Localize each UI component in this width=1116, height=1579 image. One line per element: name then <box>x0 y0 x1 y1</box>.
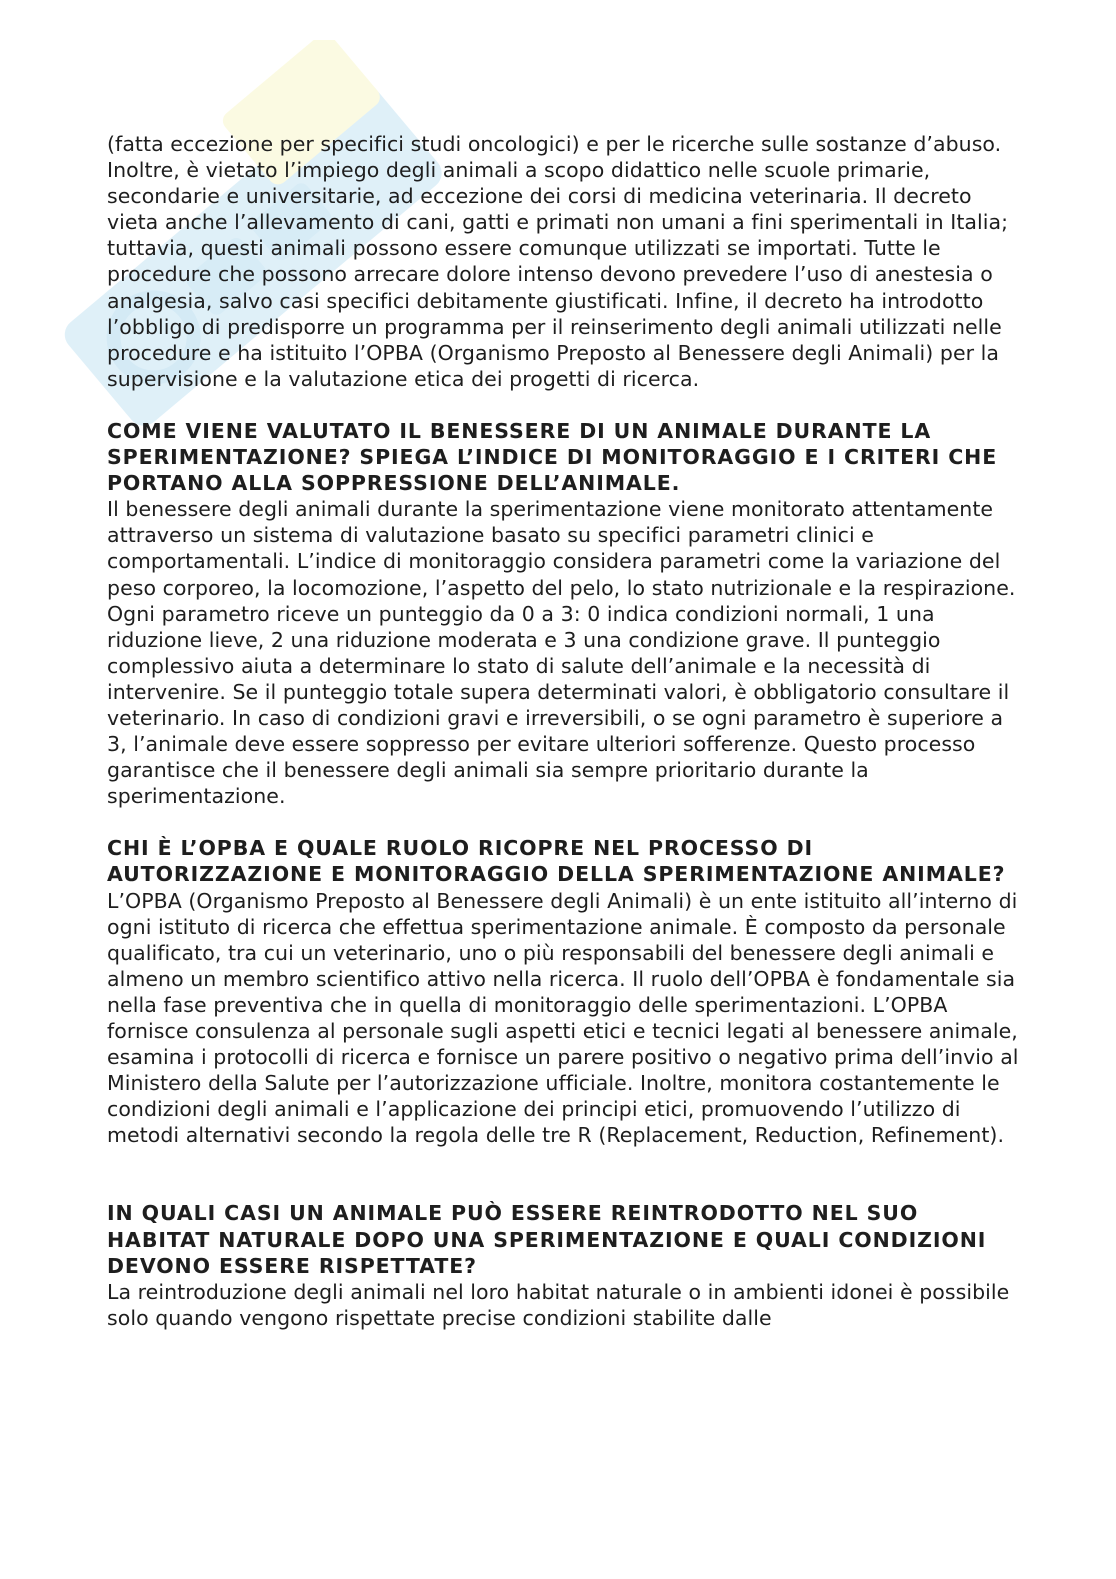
paragraph-reintroduction: La reintroduzione degli animali nel loro habitat naturale o in ambienti idonei è possibile solo quando vengono rispettate precise condizioni stabilite dalle <box>107 1279 1010 1330</box>
heading-reintroduction: IN QUALI CASI UN ANIMALE PUÒ ESSERE REINTRODOTTO NEL SUO HABITAT NATURALE DOPO UNA SPERIMENTAZIONE E QUALI CONDIZIONI DEVONO ESSERE RISPETTATE? <box>107 1201 987 1278</box>
paragraph-opba: L’OPBA (Organismo Preposto al Benessere degli Animali) è un ente istituito all’interno di ogni istituto di ricerca che effettua sperimentazione animale. È composto da personale qualificato, tra cui un veterinario, uno o più responsabili del benessere degli animali e almeno un membro scientifico attivo nella ricerca. Il ruolo dell’OPBA è fondamentale sia nella fase preventiva che in quella di monitoraggio delle sperimentazioni. L’OPBA fornisce consulenza al personale sugli aspetti etici e tecnici legati al benessere animale, esamina i protocolli di ricerca e fornisce un parere positivo o negativo prima dell’invio al Ministero della Salute per l’autorizzazione ufficiale. Inoltre, monitora costantemente le condizioni degli animali e l’applicazione dei principi etici, promuovendo l’utilizzo di metodi alternativi secondo la regola delle tre R (Replacement, Reduction, Refinement). <box>107 888 1019 1148</box>
heading-animal-welfare: COME VIENE VALUTATO IL BENESSERE DI UN ANIMALE DURANTE LA SPERIMENTAZIONE? SPIEGA L’INDICE DI MONITORAGGIO E I CRITERI CHE PORTANO ALLA SOPPRESSIONE DELL’ANIMALE. <box>107 418 998 496</box>
paragraph-monitoring-index: Il benessere degli animali durante la sperimentazione viene monitorato attentamente attraverso un sistema di valutazione basato su specifici parametri clinici e comportamentali. L’indice di monitoraggio considera parametri come la variazione del peso corporeo, la locomozione, l’aspetto del pelo, lo stato nutrizionale e la respirazione. Ogni parametro riceve un punteggio da 0 a 3: 0 indica condizioni normali, 1 una riduzione lieve, 2 una riduzione moderata e 3 una condizione grave. Il punteggio complessivo aiuta a determinare lo stato di salute dell’animale e la necessità di intervenire. Se il punteggio totale supera determinati valori, è obbligatorio consultare il veterinario. In caso di condizioni gravi e irreversibili, o se ogni parametro è superiore a 3, l’animale deve essere soppresso per evitare ulteriori sofferenze. Questo processo garantisce che il benessere degli animali sia sempre prioritario durante la sperimentazione. <box>107 497 1016 809</box>
document-page <box>107 131 1019 1331</box>
heading-opba: CHI È L’OPBA E QUALE RUOLO RICOPRE NEL PROCESSO DI AUTORIZZAZIONE E MONITORAGGIO DELLA SPERIMENTAZIONE ANIMALE? <box>107 836 1006 887</box>
paragraph-decree: (fatta eccezione per specifici studi oncologici) e per le ricerche sulle sostanze d’abuso. Inoltre, è vietato l’impiego degli animali a scopo didattico nelle scuole primarie, secondarie e universitarie, ad eccezione dei corsi di medicina veterinaria. Il decreto vieta anche l’allevamento di cani, gatti e primati non umani a fini sperimentali in Italia; tuttavia, questi animali possono essere comunque utilizzati se importati. Tutte le procedure che possono arrecare dolore intenso devono prevedere l’uso di anestesia o analgesia, salvo casi specifici debitamente giustificati. Infine, il decreto ha introdotto l’obbligo di predisporre un programma per il reinserimento degli animali utilizzati nelle procedure e ha istituito l’OPBA (Organismo Preposto al Benessere degli Animali) per la supervisione e la valutazione etica dei progetti di ricerca. <box>107 132 1009 391</box>
